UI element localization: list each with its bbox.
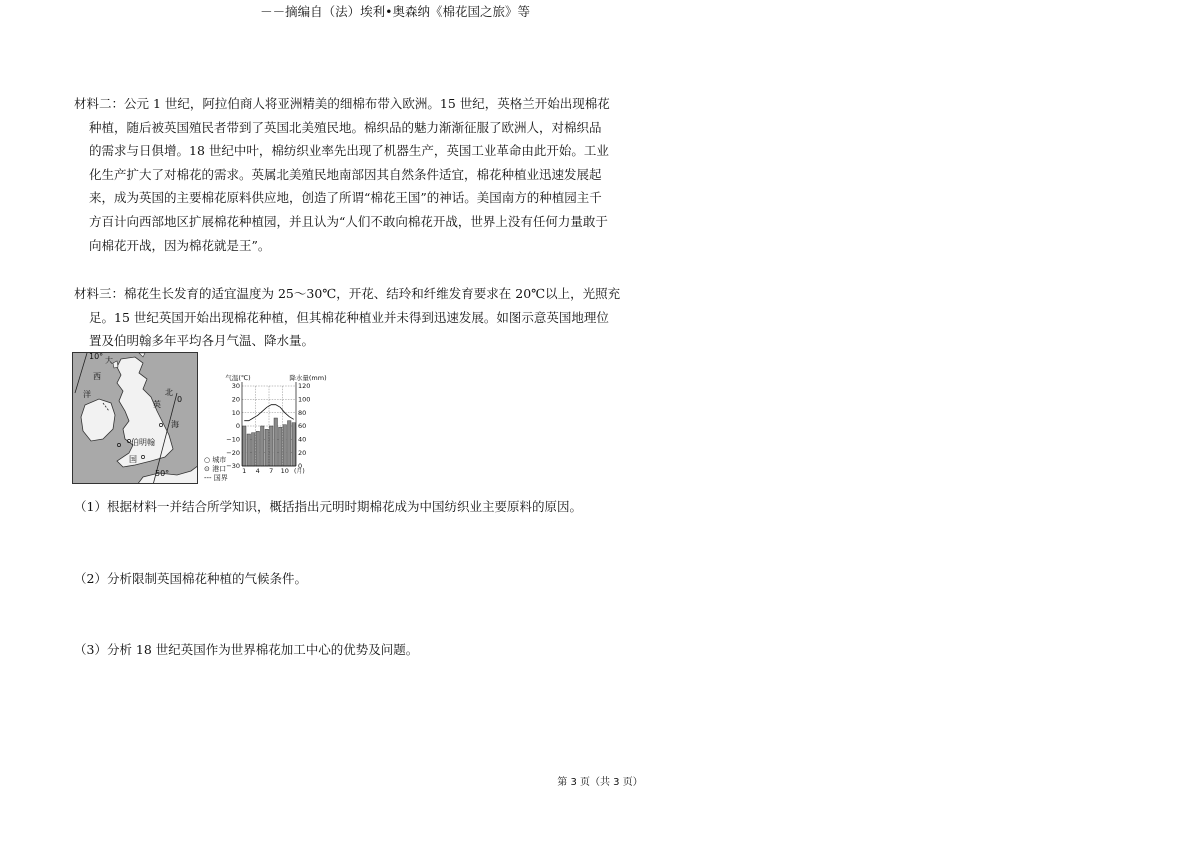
- map-label-yang: 洋: [83, 390, 91, 399]
- right-tick-label: 100: [298, 395, 311, 404]
- x-tick-label: 1: [242, 467, 247, 475]
- precip-bar: [252, 433, 256, 466]
- right-tick-label: 120: [298, 382, 311, 391]
- material-two-line: 的需求与日俱增。18 世纪中叶，棉纺织业率先出现了机器生产，英国工业革命由此开始。工业: [89, 143, 609, 159]
- page-footer: 第 3 页（共 3 页）: [557, 777, 643, 788]
- left-tick-label: 10: [231, 408, 240, 417]
- material-three-line: 材料三：棉花生长发育的适宜温度为 25～30℃，开花、结玲和纤维发育要求在 20℃以上，光照充: [74, 286, 621, 301]
- map-label-hai: 海: [171, 420, 179, 429]
- left-tick-label: −10: [226, 435, 240, 444]
- map-label-lat50: 50°: [155, 469, 170, 478]
- right-tick-label: 60: [298, 422, 307, 431]
- left-tick-label: −20: [226, 448, 240, 457]
- precip-bar: [261, 426, 265, 466]
- right-tick-label: 80: [298, 408, 307, 417]
- material-two-line: 向棉花开战，因为棉花就是王”。: [89, 237, 271, 253]
- map-label-city: 伯明翰: [131, 438, 155, 447]
- material-two-line: 来，成为英国的主要棉花原料供应地，创造了所谓“棉花王国”的神话。美国南方的种植园主千: [89, 190, 602, 206]
- map-label-xi: 西: [93, 372, 101, 381]
- question-2: （2）分析限制英国棉花种植的气候条件。: [74, 571, 307, 586]
- precip-bar: [288, 421, 292, 466]
- precip-bar: [270, 426, 274, 466]
- material-two: [74, 92, 610, 257]
- legend-border: --- 国界: [204, 474, 228, 482]
- precip-bar: [247, 434, 251, 466]
- x-axis-unit: (月): [294, 468, 305, 475]
- material-three: [74, 282, 621, 353]
- x-tick-label: 7: [269, 467, 274, 475]
- precip-bar: [279, 427, 283, 466]
- right-tick-label: 0: [298, 462, 303, 471]
- climate-chart-svg: [222, 374, 372, 487]
- legend-city: ○ 城市: [204, 456, 227, 464]
- material-two-line: 种植，随后被英国殖民者带到了英国北美殖民地。棉织品的魅力渐渐征服了欧洲人，对棉织品: [89, 119, 602, 135]
- material-two-line: 化生产扩大了对棉花的需求。英属北美殖民地南部因其自然条件适宜，棉花种植业迅速发展起: [89, 166, 602, 182]
- left-tick-label: −30: [226, 462, 240, 471]
- map-label-ying: 英: [153, 400, 161, 409]
- uk-map: [72, 352, 198, 484]
- precip-bar: [283, 425, 287, 466]
- right-tick-label: 20: [298, 448, 307, 457]
- map-label-guo: 国: [129, 455, 137, 464]
- left-tick-label: 30: [231, 382, 240, 391]
- left-tick-label: 20: [231, 395, 240, 404]
- question-1: （1）根据材料一并结合所学知识，概括指出元明时期棉花成为中国纺织业主要原料的原因。: [74, 499, 582, 514]
- uk-figure: [72, 352, 332, 487]
- left-axis-title: 气温(℃): [225, 374, 251, 382]
- material-two-source: －－摘编自（法）埃利•奥森纳《棉花国之旅》等: [260, 4, 530, 19]
- material-two-line: 方百计向西部地区扩展棉花种植园，并且认为“人们不敢向棉花开战，世界上没有任何力量敢于: [89, 213, 608, 229]
- question-3: （3）分析 18 世纪英国作为世界棉花加工中心的优势及问题。: [74, 642, 419, 657]
- material-two-line: 材料二：公元 1 世纪，阿拉伯商人将亚洲精美的细棉布带入欧洲。15 世纪，英格兰开始出现棉花: [74, 96, 610, 111]
- right-axis-title: 降水量(mm): [289, 374, 327, 382]
- map-label-zero: 0: [177, 395, 183, 404]
- left-tick-label: 0: [235, 422, 240, 431]
- material-three-line: 足。15 世纪英国开始出现棉花种植，但其棉花种植业并未得到迅速发展。如图示意英国地理位: [89, 309, 609, 325]
- precip-bar: [256, 431, 260, 466]
- map-label-lon10: 10°: [89, 352, 104, 361]
- precip-bar: [243, 426, 247, 466]
- x-tick-label: 10: [280, 467, 289, 475]
- map-label-da: 大: [105, 356, 113, 365]
- precip-bar: [265, 429, 269, 466]
- material-three-line: 置及伯明翰多年平均各月气温、降水量。: [89, 333, 315, 349]
- x-tick-label: 4: [255, 467, 260, 475]
- precip-bar: [292, 423, 296, 466]
- map-label-bei: 北: [165, 388, 173, 397]
- climate-chart: [222, 374, 372, 487]
- right-tick-label: 40: [298, 435, 307, 444]
- precip-bar: [274, 418, 278, 466]
- legend-port: ⊙ 港口: [204, 465, 227, 473]
